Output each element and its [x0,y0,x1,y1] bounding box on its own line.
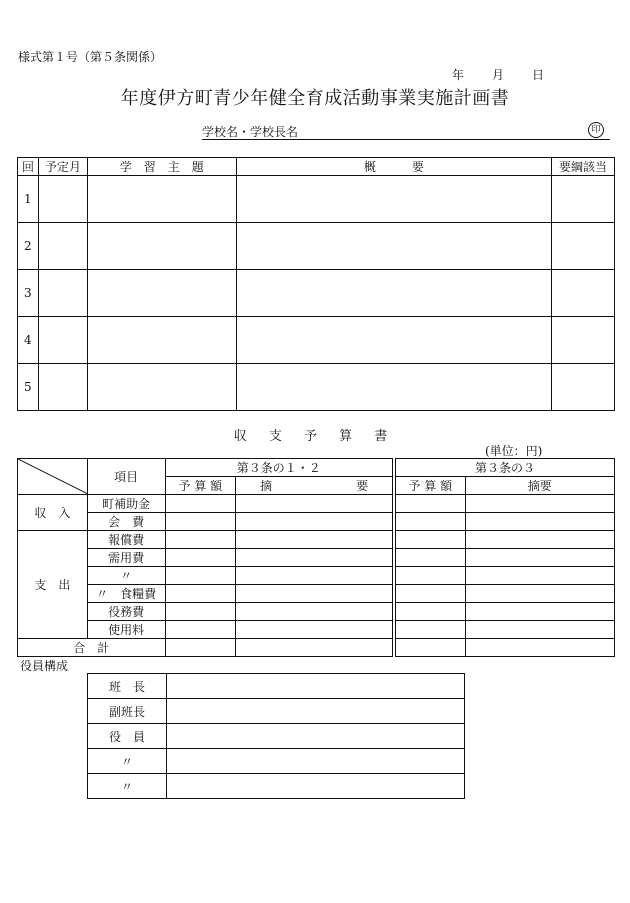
row-number: 4 [18,317,39,364]
officer-role: 副班長 [88,699,167,724]
amount-cell[interactable] [395,549,465,567]
amount-header-2: 予 算 額 [395,477,465,495]
officer-role: 役 員 [88,724,167,749]
summary-cell[interactable] [236,364,551,411]
header-summary: 概 要 [236,158,551,176]
budget-header-row [18,459,615,477]
date-month: 月 [492,68,505,82]
budget-item: 需用費 [87,549,165,567]
header-round: 回 [18,158,39,176]
amount-header-1: 予 算 額 [165,477,236,495]
income-label: 収 入 [18,495,88,531]
amount-cell[interactable] [395,621,465,639]
table-row [18,531,615,549]
summary-cell[interactable] [465,603,614,621]
month-cell[interactable] [38,364,87,411]
summary-header-1: 摘 要 [236,477,393,495]
item-header: 項目 [87,459,165,495]
guideline-cell[interactable] [552,317,615,364]
summary-cell[interactable] [236,223,551,270]
summary-cell[interactable] [236,585,393,603]
summary-cell[interactable] [236,603,393,621]
table-row [18,364,615,411]
plan-table [17,157,615,411]
diagonal-cell [18,459,88,495]
amount-cell[interactable] [395,567,465,585]
summary-cell[interactable] [465,495,614,513]
table-row [18,567,615,585]
header-guideline: 要綱該当 [552,158,615,176]
amount-cell[interactable] [165,585,236,603]
summary-cell[interactable] [236,567,393,585]
total-row [18,639,615,657]
amount-cell[interactable] [395,513,465,531]
school-label: 学校名・学校長名 [202,125,299,139]
theme-cell[interactable] [87,364,236,411]
seal-mark: 印 [588,122,604,138]
guideline-cell[interactable] [552,270,615,317]
table-row [18,585,615,603]
amount-cell[interactable] [165,513,236,531]
school-name-line[interactable] [202,123,610,140]
summary-cell[interactable] [236,176,551,223]
theme-cell[interactable] [87,270,236,317]
amount-cell[interactable] [165,549,236,567]
amount-cell[interactable] [165,621,236,639]
table-row [18,513,615,531]
amount-cell[interactable] [165,531,236,549]
summary-cell[interactable] [465,567,614,585]
budget-item: 会 費 [87,513,165,531]
summary-header-2: 摘要 [465,477,614,495]
officers-label: 役員構成 [20,659,69,673]
officer-role: 班 長 [88,674,167,699]
amount-cell[interactable] [165,603,236,621]
table-row [18,549,615,567]
table-row [18,176,615,223]
table-row [18,603,615,621]
amount-cell[interactable] [165,495,236,513]
budget-item: 町補助金 [87,495,165,513]
officer-name-cell[interactable] [167,699,465,724]
table-row [88,724,465,749]
group1-header: 第３条の１・２ [165,459,392,477]
budget-table [17,458,615,657]
header-month: 予定月 [38,158,87,176]
officer-role: 〃 [88,774,167,799]
summary-cell[interactable] [465,531,614,549]
officer-name-cell[interactable] [167,774,465,799]
amount-cell[interactable] [395,531,465,549]
summary-cell[interactable] [236,549,393,567]
theme-cell[interactable] [87,317,236,364]
officer-name-cell[interactable] [167,724,465,749]
budget-item: 役務費 [87,603,165,621]
summary-cell[interactable] [236,639,393,657]
row-number: 3 [18,270,39,317]
expense-label: 支 出 [18,531,88,639]
row-number: 1 [18,176,39,223]
table-row [88,774,465,799]
date-line [452,66,544,83]
summary-cell[interactable] [236,317,551,364]
row-number: 2 [18,223,39,270]
summary-cell[interactable] [236,495,393,513]
table-row [88,674,465,699]
diagonal-line [18,459,88,494]
group2-header: 第３条の３ [395,459,614,477]
table-row [18,317,615,364]
officer-name-cell[interactable] [167,674,465,699]
date-day: 日 [532,68,545,82]
theme-cell[interactable] [87,176,236,223]
form-number: 様式第１号（第５条関係） [18,50,163,64]
budget-item: 報償費 [87,531,165,549]
summary-cell[interactable] [236,513,393,531]
summary-cell[interactable] [465,639,614,657]
table-row [18,223,615,270]
month-cell[interactable] [38,270,87,317]
guideline-cell[interactable] [552,364,615,411]
summary-cell[interactable] [236,270,551,317]
header-theme: 学 習 主 題 [87,158,236,176]
officers-table [87,673,465,799]
total-label: 合 計 [18,639,166,657]
budget-item: 使用料 [87,621,165,639]
date-year: 年 [452,68,465,82]
budget-unit: (単位：円) [485,444,543,458]
officer-name-cell[interactable] [167,749,465,774]
guideline-cell[interactable] [552,176,615,223]
amount-cell[interactable] [165,567,236,585]
amount-cell[interactable] [165,639,236,657]
summary-cell[interactable] [465,585,614,603]
amount-cell[interactable] [395,639,465,657]
amount-cell[interactable] [395,603,465,621]
table-row [88,749,465,774]
budget-title: 収 支 予 算 書 [233,429,397,444]
summary-cell[interactable] [236,621,393,639]
month-cell[interactable] [38,223,87,270]
table-row [88,699,465,724]
month-cell[interactable] [38,176,87,223]
amount-cell[interactable] [395,585,465,603]
document-title: 年度伊方町青少年健全育成活動事業実施計画書 [120,88,510,109]
summary-cell[interactable] [236,531,393,549]
officer-role: 〃 [88,749,167,774]
guideline-cell[interactable] [552,223,615,270]
row-number: 5 [18,364,39,411]
plan-header-row [18,158,615,176]
summary-cell[interactable] [465,549,614,567]
summary-cell[interactable] [465,621,614,639]
budget-item: 〃 食糧費 [87,585,165,603]
budget-item: 〃 [87,567,165,585]
summary-cell[interactable] [465,513,614,531]
amount-cell[interactable] [395,495,465,513]
theme-cell[interactable] [87,223,236,270]
table-row [18,270,615,317]
table-row [18,495,615,513]
month-cell[interactable] [38,317,87,364]
table-row [18,621,615,639]
